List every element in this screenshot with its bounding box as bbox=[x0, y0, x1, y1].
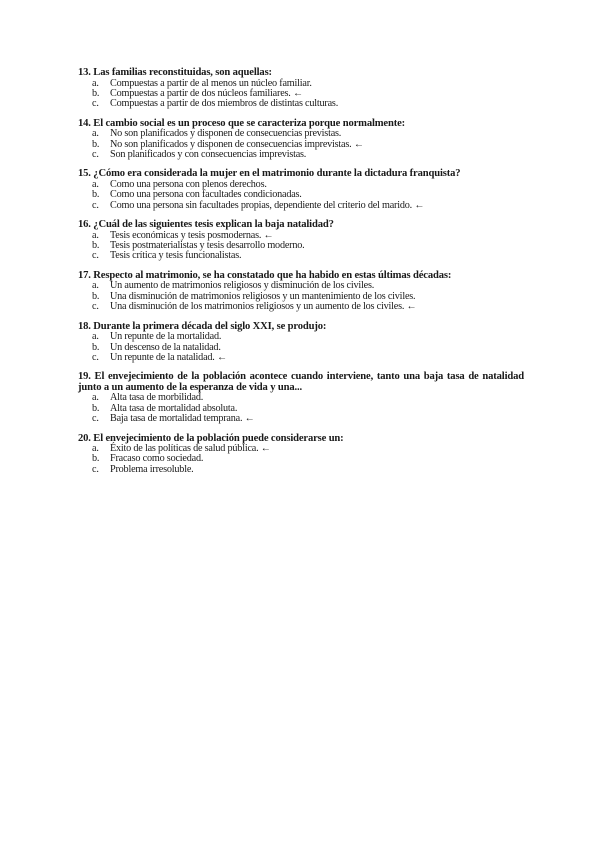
question-number: 14. bbox=[78, 117, 91, 129]
document-page bbox=[78, 68, 524, 484]
question-text: El envejecimiento de la población acontece cuando interviene, tanto una baja tasa de natalidad junto a un aumento de la esperanza de vida y una... bbox=[78, 371, 524, 393]
option-letter: c. bbox=[92, 250, 99, 262]
option-letter: b. bbox=[92, 341, 100, 353]
option-text: Alta tasa de mortalidad absoluta. bbox=[110, 402, 238, 414]
question-block bbox=[78, 271, 524, 313]
question-block bbox=[78, 372, 524, 424]
question-text: Durante la primera década del siglo XXI, se produjo: bbox=[93, 320, 327, 332]
option-letter: a. bbox=[92, 77, 99, 89]
question-title bbox=[78, 372, 524, 393]
option-text: Un descenso de la natalidad. bbox=[110, 341, 221, 353]
answer-option bbox=[78, 414, 524, 424]
option-letter: c. bbox=[92, 98, 99, 110]
option-text: Baja tasa de mortalidad temprana. ← bbox=[110, 413, 255, 425]
option-letter: b. bbox=[92, 402, 100, 414]
question-block bbox=[78, 169, 524, 211]
option-text: Fracaso como sociedad. bbox=[110, 453, 204, 465]
answer-option bbox=[78, 99, 524, 109]
option-text: Como una persona sin facultades propias, dependiente del criterio del marido. ← bbox=[110, 199, 425, 211]
answer-option bbox=[78, 302, 524, 312]
option-letter: b. bbox=[92, 290, 100, 302]
question-number: 20. bbox=[78, 432, 91, 444]
option-text: Éxito de las políticas de salud pública. ← bbox=[110, 443, 271, 455]
option-text: No son planificados y disponen de consecuencias imprevistas. ← bbox=[110, 138, 364, 150]
answer-options bbox=[78, 231, 524, 262]
option-letter: b. bbox=[92, 453, 100, 465]
option-letter: a. bbox=[92, 392, 99, 404]
question-text: El envejecimiento de la población puede considerarse un: bbox=[93, 432, 344, 444]
option-text: No son planificados y disponen de consecuencias previstas. bbox=[110, 128, 342, 140]
option-letter: a. bbox=[92, 443, 99, 455]
question-number: 15. bbox=[78, 168, 91, 180]
answer-options bbox=[78, 393, 524, 424]
question-number: 13. bbox=[78, 67, 91, 78]
question-number: 16. bbox=[78, 219, 91, 231]
option-letter: c. bbox=[92, 413, 99, 425]
option-text: Compuestas a partir de dos miembros de distintas culturas. bbox=[110, 98, 339, 110]
answer-option bbox=[78, 353, 524, 363]
option-text: Tesis postmaterialistas y tesis desarrollo moderno. bbox=[110, 240, 305, 252]
option-text: Una disminución de matrimonios religiosos y un mantenimiento de los civiles. bbox=[110, 290, 416, 302]
question-block bbox=[78, 68, 524, 110]
option-letter: c. bbox=[92, 149, 99, 161]
option-text: Compuestas a partir de dos núcleos familiares. ← bbox=[110, 87, 303, 99]
option-letter: c. bbox=[92, 199, 99, 211]
option-text: Alta tasa de morbilidad. bbox=[110, 392, 204, 404]
answer-options bbox=[78, 332, 524, 363]
question-block bbox=[78, 119, 524, 161]
answer-option bbox=[78, 465, 524, 475]
question-block bbox=[78, 322, 524, 364]
question-block bbox=[78, 220, 524, 262]
answer-options bbox=[78, 444, 524, 475]
option-letter: a. bbox=[92, 128, 99, 140]
question-block bbox=[78, 434, 524, 476]
option-text: Un repunte de la natalidad. ← bbox=[110, 351, 227, 363]
option-letter: b. bbox=[92, 189, 100, 201]
option-text: Un aumento de matrimonios religiosos y disminución de los civiles. bbox=[110, 280, 375, 292]
option-text: Problema irresoluble. bbox=[110, 463, 194, 475]
option-text: Compuestas a partir de al menos un núcleo familiar. bbox=[110, 77, 312, 89]
question-text: Las familias reconstituidas, son aquellas: bbox=[93, 67, 272, 78]
question-number: 17. bbox=[78, 269, 91, 281]
option-letter: a. bbox=[92, 229, 99, 241]
option-letter: a. bbox=[92, 331, 99, 343]
question-text: ¿Cómo era considerada la mujer en el matrimonio durante la dictadura franquista? bbox=[93, 168, 461, 180]
option-text: Una disminución de los matrimonios religiosos y un aumento de los civiles. ← bbox=[110, 301, 417, 313]
option-text: Como una persona con facultades condicionadas. bbox=[110, 189, 302, 201]
answer-options bbox=[78, 180, 524, 211]
option-letter: b. bbox=[92, 87, 100, 99]
answer-option bbox=[78, 150, 524, 160]
question-text: Respecto al matrimonio, se ha constatado que ha habido en estas últimas décadas: bbox=[93, 269, 452, 281]
option-letter: b. bbox=[92, 240, 100, 252]
option-text: Tesis crítica y tesis funcionalistas. bbox=[110, 250, 242, 262]
answer-options bbox=[78, 281, 524, 312]
option-text: Como una persona con plenos derechos. bbox=[110, 178, 267, 190]
option-letter: c. bbox=[92, 351, 99, 363]
option-text: Tesis económicas y tesis posmodernas. ← bbox=[110, 229, 274, 241]
option-letter: a. bbox=[92, 178, 99, 190]
answer-options bbox=[78, 79, 524, 110]
option-letter: a. bbox=[92, 280, 99, 292]
option-letter: c. bbox=[92, 301, 99, 313]
question-number: 18. bbox=[78, 320, 91, 332]
answer-option bbox=[78, 332, 524, 342]
question-number: 19. bbox=[78, 371, 91, 383]
question-text: El cambio social es un proceso que se caracteriza porque normalmente: bbox=[93, 117, 406, 129]
option-text: Son planificados y con consecuencias imprevistas. bbox=[110, 149, 307, 161]
option-letter: c. bbox=[92, 463, 99, 475]
answer-option bbox=[78, 201, 524, 211]
option-letter: b. bbox=[92, 138, 100, 150]
option-text: Un repunte de la mortalidad. bbox=[110, 331, 222, 343]
answer-option bbox=[78, 251, 524, 261]
question-text: ¿Cuál de las siguientes tesis explican la baja natalidad? bbox=[93, 219, 334, 231]
answer-options bbox=[78, 129, 524, 160]
question-title bbox=[78, 68, 524, 79]
